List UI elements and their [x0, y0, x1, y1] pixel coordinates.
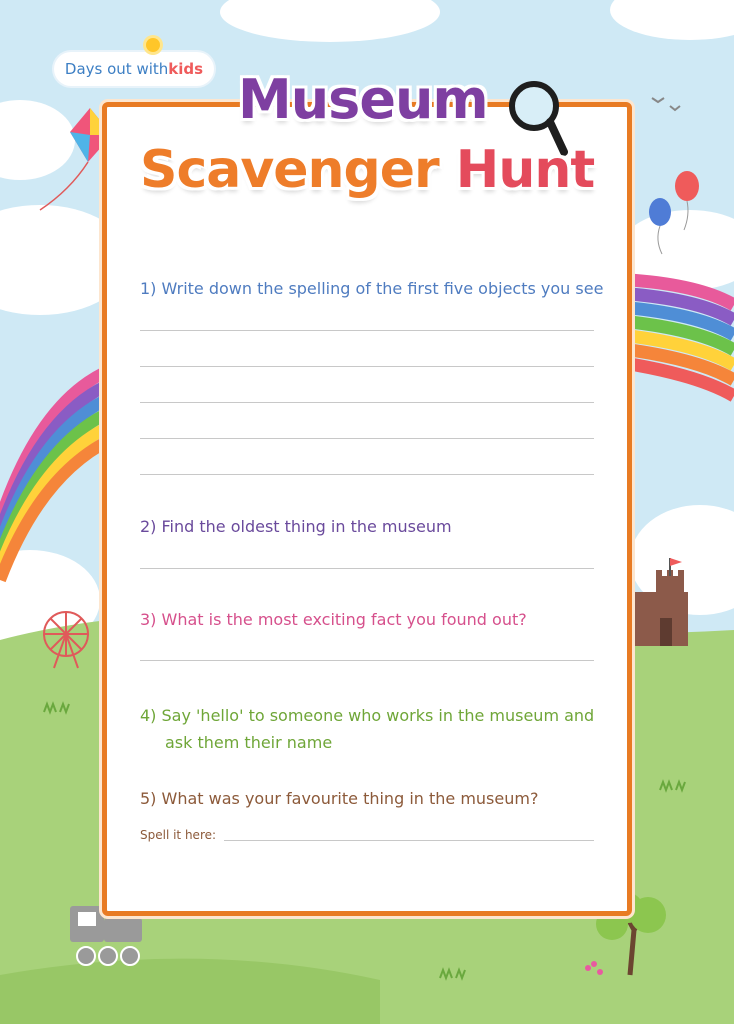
answer-line[interactable] [224, 840, 594, 841]
answer-line[interactable] [140, 568, 594, 569]
question-2: 2) Find the oldest thing in the museum [140, 517, 452, 536]
question-1: 1) Write down the spelling of the first five objects you see [140, 279, 604, 298]
question-4-line-1: 4) Say 'hello' to someone who works in the museum and [140, 706, 595, 725]
answer-line[interactable] [140, 402, 594, 403]
answer-line[interactable] [140, 366, 594, 367]
answer-line[interactable] [140, 330, 594, 331]
title-museum: Museum [238, 68, 488, 131]
sun-icon [146, 38, 160, 52]
title-hunt: Hunt [455, 140, 595, 200]
logo-kids: kids [168, 60, 204, 78]
answer-line[interactable] [140, 438, 594, 439]
question-4 [140, 702, 594, 756]
answer-line[interactable] [140, 660, 594, 661]
question-3: 3) What is the most exciting fact you found out? [140, 610, 527, 629]
question-5: 5) What was your favourite thing in the museum? [140, 789, 539, 808]
logo-prefix: Days out with [64, 60, 169, 78]
title-scavenger-hunt [140, 140, 594, 200]
answer-line[interactable] [140, 474, 594, 475]
question-4-line-2: ask them their name [165, 733, 333, 752]
site-logo[interactable] [54, 52, 214, 86]
spell-label: Spell it here: [140, 828, 217, 842]
title-scavenger: Scavenger [140, 140, 439, 200]
